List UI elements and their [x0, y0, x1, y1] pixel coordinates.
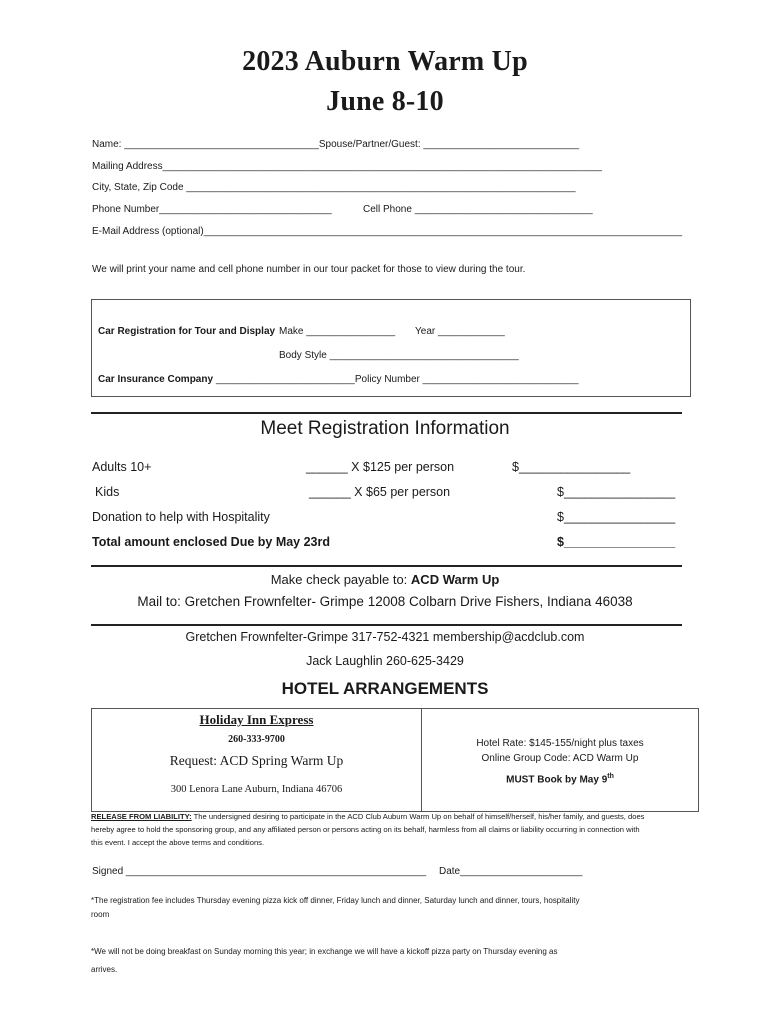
- email-field-line[interactable]: E-Mail Address (optional)______________________________________________________________________________________: [92, 226, 683, 237]
- hotel-request: Request: ACD Spring Warm Up: [169, 753, 344, 768]
- hotel-arrangements-heading: HOTEL ARRANGEMENTS: [281, 679, 489, 698]
- fee-note-line-2: room: [91, 910, 110, 919]
- check-payable-prefix: Make check payable to:: [270, 572, 411, 587]
- phone-number-field-line[interactable]: Phone Number_______________________________: [92, 204, 332, 215]
- check-payee: ACD Warm Up: [410, 572, 500, 587]
- mailing-instructions: Mail to: Gretchen Frownfelter- Grimpe 12008 Colbarn Drive Fishers, Indiana 46038: [137, 594, 633, 609]
- kids-label: Kids: [95, 485, 120, 499]
- hotel-rate: Hotel Rate: $145-155/night plus taxes: [476, 738, 644, 749]
- release-line-1: [91, 812, 644, 821]
- meet-registration-heading: Meet Registration Information: [260, 418, 510, 439]
- release-text-1: The undersigned desiring to participate in the ACD Club Auburn Warm Up on behalf of himself/herself, his/her family, and guests, does: [191, 812, 645, 821]
- car-insurance-line[interactable]: [98, 374, 578, 385]
- kids-quantity-field[interactable]: ______ X $65 per person: [309, 485, 451, 499]
- adults-label: Adults 10+: [92, 460, 152, 474]
- cell-phone-field-line[interactable]: Cell Phone ________________________________: [363, 204, 593, 215]
- donation-amount-field[interactable]: $________________: [557, 510, 676, 524]
- car-make-field-line[interactable]: Make ________________: [279, 326, 396, 337]
- hotel-group-code: Online Group Code: ACD Warm Up: [481, 753, 639, 764]
- page-title: 2023 Auburn Warm Up: [242, 46, 528, 77]
- car-insurance-label: Car Insurance Company: [98, 374, 214, 385]
- release-line-2: hereby agree to hold the sponsoring group, and any affiliated person or persons acting on its behalf, harmless from all claims or liability occurring in connection with: [91, 825, 640, 834]
- hotel-address: 300 Lenora Lane Auburn, Indiana 46706: [170, 784, 343, 795]
- section-divider: [91, 565, 682, 567]
- hotel-book-by: [421, 773, 699, 785]
- donation-label: Donation to help with Hospitality: [92, 510, 270, 524]
- breakfast-note-line-2: arrives.: [91, 965, 118, 974]
- adults-amount-field[interactable]: $________________: [512, 460, 631, 474]
- car-registration-label: Car Registration for Tour and Display: [98, 326, 276, 337]
- signature-field-line[interactable]: Signed ______________________________________________________: [92, 866, 427, 877]
- adults-quantity-field[interactable]: ______ X $125 per person: [306, 460, 455, 474]
- print-notice: We will print your name and cell phone number in our tour packet for those to view during the tour.: [92, 264, 526, 275]
- contact-line-primary: Gretchen Frownfelter-Grimpe 317-752-4321 membership@acdclub.com: [185, 630, 585, 644]
- mailing-address-field-line[interactable]: Mailing Address_______________________________________________________________________________: [92, 161, 602, 172]
- body-style-field-line[interactable]: Body Style __________________________________: [279, 350, 519, 361]
- kids-amount-field[interactable]: $________________: [557, 485, 676, 499]
- date-field-line[interactable]: Date______________________: [439, 866, 583, 877]
- hotel-phone[interactable]: 260-333-9700: [228, 734, 285, 745]
- hotel-book-by-ordinal: th: [607, 773, 614, 780]
- hotel-name: Holiday Inn Express: [199, 712, 314, 727]
- insurance-policy-field-line[interactable]: _________________________Policy Number ____________________________: [213, 374, 579, 385]
- page-subtitle-dates: June 8-10: [326, 86, 444, 117]
- total-amount-field[interactable]: $________________: [557, 535, 676, 549]
- name-field-line[interactable]: Name: ___________________________________Spouse/Partner/Guest: ____________________________: [92, 139, 580, 150]
- total-amount-label: Total amount enclosed Due by May 23rd: [92, 535, 331, 549]
- section-divider: [91, 624, 682, 626]
- breakfast-note-line-1: *We will not be doing breakfast on Sunday morning this year; in exchange we will have a kickoff pizza party on Thursday evening as: [91, 947, 558, 956]
- hotel-book-by-text: MUST Book by May 9: [506, 774, 608, 786]
- car-year-field-line[interactable]: Year ____________: [415, 326, 505, 337]
- check-payable-line: [0, 572, 770, 587]
- fee-note-line-1: *The registration fee includes Thursday evening pizza kick off dinner, Friday lunch and dinner, Saturday lunch and dinner, tours, hospitality: [91, 896, 580, 905]
- release-line-3: this event. I accept the above terms and conditions.: [91, 838, 265, 847]
- contact-line-secondary: Jack Laughlin 260-625-3429: [306, 654, 464, 668]
- release-label: RELEASE FROM LIABILITY:: [91, 812, 192, 821]
- section-divider: [91, 412, 682, 414]
- city-state-zip-field-line[interactable]: City, State, Zip Code ______________________________________________________________________: [92, 182, 576, 193]
